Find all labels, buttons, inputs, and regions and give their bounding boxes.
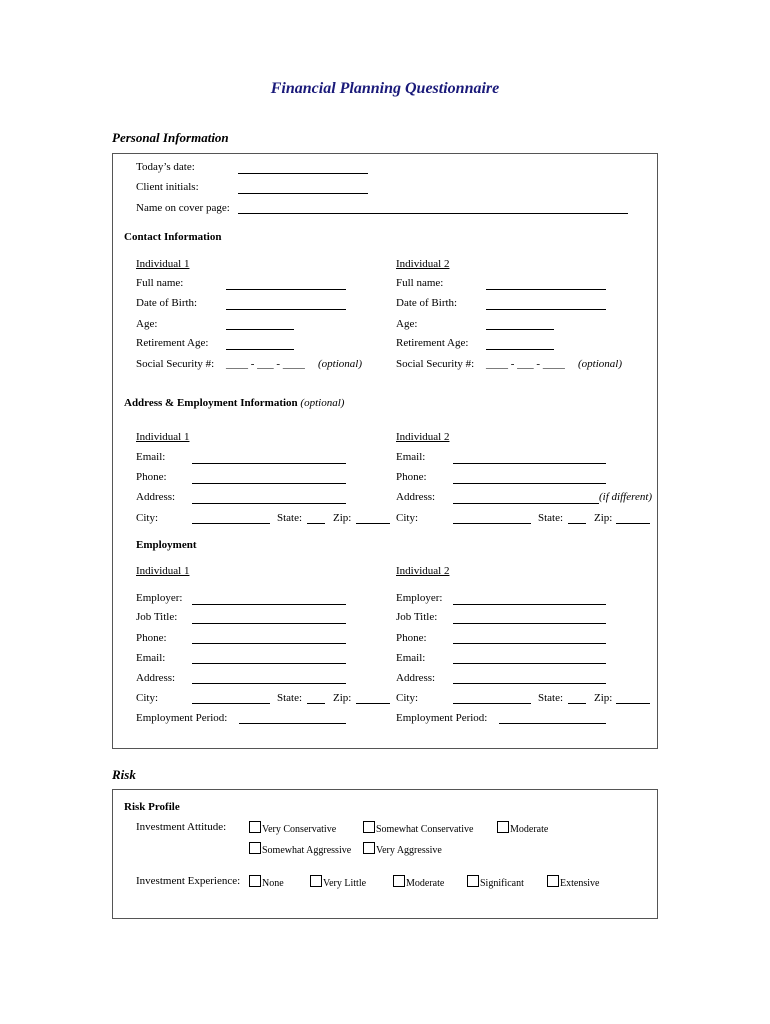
investment-attitude-label: Investment Attitude: — [136, 821, 227, 833]
job-title-field-2[interactable] — [453, 623, 606, 624]
contact-individual-1: Individual 1 — [136, 258, 190, 270]
employment-heading: Employment — [136, 539, 197, 551]
address-individual-1: Individual 1 — [136, 431, 190, 443]
address-heading-optional: (optional) — [300, 397, 345, 409]
emp-state-field-2[interactable] — [568, 703, 586, 704]
emp-email-field-2[interactable] — [453, 663, 606, 664]
emp-city-field-1[interactable] — [192, 703, 270, 704]
if-different-note: (if different) — [599, 491, 653, 503]
address-individual-2: Individual 2 — [396, 431, 450, 443]
contact-individual-2: Individual 2 — [396, 258, 450, 270]
checkbox-icon[interactable] — [310, 875, 322, 887]
emp-state-label-2: State: — [538, 692, 564, 704]
emp-state-field-1[interactable] — [307, 703, 325, 704]
attitude-option-very-aggressive[interactable] — [363, 842, 442, 856]
todays-date-field[interactable] — [238, 173, 368, 174]
emp-email-field-1[interactable] — [192, 663, 346, 664]
emp-address-field-2[interactable] — [453, 683, 606, 684]
experience-option-significant[interactable] — [467, 875, 524, 889]
emp-city-label-1: City: — [136, 692, 159, 704]
personal-info-heading: Personal Information — [112, 130, 229, 145]
dob-field-2[interactable] — [486, 309, 606, 310]
emp-phone-field-1[interactable] — [192, 643, 346, 644]
checkbox-icon[interactable] — [467, 875, 479, 887]
state-label-2: State: — [538, 512, 564, 524]
attitude-option-moderate[interactable] — [497, 821, 548, 835]
checkbox-icon[interactable] — [363, 821, 375, 833]
emp-phone-label-1: Phone: — [136, 632, 167, 644]
full-name-field-1[interactable] — [226, 289, 346, 290]
contact-heading: Contact Information — [124, 231, 222, 243]
dob-field-1[interactable] — [226, 309, 346, 310]
email-field-1[interactable] — [192, 463, 346, 464]
risk-heading: Risk — [112, 767, 136, 782]
state-field-2[interactable] — [568, 523, 586, 524]
emp-address-label-2: Address: — [396, 672, 436, 684]
full-name-label-1: Full name: — [136, 277, 184, 289]
employment-individual-1: Individual 1 — [136, 565, 190, 577]
zip-label-2: Zip: — [594, 512, 613, 524]
option-label: Very Little — [323, 878, 367, 889]
checkbox-icon[interactable] — [249, 821, 261, 833]
zip-field-2[interactable] — [616, 523, 650, 524]
option-label: Moderate — [406, 878, 445, 889]
checkbox-icon[interactable] — [249, 875, 261, 887]
emp-state-label-1: State: — [277, 692, 303, 704]
age-field-1[interactable] — [226, 329, 294, 330]
ssn-label-2: Social Security #: — [396, 358, 475, 370]
page-title: Financial Planning Questionnaire — [270, 80, 500, 97]
employment-period-label-2: Employment Period: — [396, 712, 488, 724]
experience-option-very-little[interactable] — [310, 875, 366, 889]
name-cover-field[interactable] — [238, 213, 628, 214]
ssn-field-1[interactable]: ____ - ___ - ____ — [226, 358, 305, 370]
emp-email-label-1: Email: — [136, 652, 166, 664]
ssn-field-2[interactable]: ____ - ___ - ____ — [486, 358, 565, 370]
attitude-option-somewhat-conservative[interactable] — [363, 821, 473, 835]
retirement-age-label-1: Retirement Age: — [136, 337, 209, 349]
employer-label-2: Employer: — [396, 592, 443, 604]
option-label: Significant — [480, 878, 524, 889]
address-label-1: Address: — [136, 491, 176, 503]
client-initials-label: Client initials: — [136, 181, 199, 193]
name-cover-label: Name on cover page: — [136, 202, 230, 214]
emp-zip-label-2: Zip: — [594, 692, 613, 704]
employment-period-field-1[interactable] — [239, 723, 346, 724]
client-initials-field[interactable] — [238, 193, 368, 194]
retirement-age-field-2[interactable] — [486, 349, 554, 350]
option-label: Moderate — [510, 824, 549, 835]
emp-zip-label-1: Zip: — [333, 692, 352, 704]
option-label: Somewhat Aggressive — [262, 845, 352, 856]
employment-individual-2: Individual 2 — [396, 565, 450, 577]
retirement-age-label-2: Retirement Age: — [396, 337, 469, 349]
zip-field-1[interactable] — [356, 523, 390, 524]
state-label-1: State: — [277, 512, 303, 524]
zip-label-1: Zip: — [333, 512, 352, 524]
risk-profile-heading: Risk Profile — [124, 801, 180, 813]
emp-city-label-2: City: — [396, 692, 419, 704]
retirement-age-field-1[interactable] — [226, 349, 294, 350]
email-label-1: Email: — [136, 451, 166, 463]
city-label-2: City: — [396, 512, 419, 524]
experience-option-none[interactable] — [249, 875, 284, 889]
employment-period-field-2[interactable] — [499, 723, 606, 724]
option-label: Somewhat Conservative — [376, 824, 474, 835]
checkbox-icon[interactable] — [547, 875, 559, 887]
city-field-2[interactable] — [453, 523, 531, 524]
city-label-1: City: — [136, 512, 159, 524]
checkbox-icon[interactable] — [249, 842, 261, 854]
phone-field-1[interactable] — [192, 483, 346, 484]
checkbox-icon[interactable] — [363, 842, 375, 854]
email-field-2[interactable] — [453, 463, 606, 464]
option-label: Very Aggressive — [376, 845, 442, 856]
ssn-optional-2: (optional) — [578, 358, 622, 370]
ssn-optional-1: (optional) — [318, 358, 362, 370]
email-label-2: Email: — [396, 451, 426, 463]
age-label-1: Age: — [136, 318, 158, 330]
employer-field-2[interactable] — [453, 604, 606, 605]
job-title-label-2: Job Title: — [396, 611, 438, 623]
emp-city-field-2[interactable] — [453, 703, 531, 704]
option-label: Extensive — [560, 878, 600, 889]
checkbox-icon[interactable] — [497, 821, 509, 833]
full-name-field-2[interactable] — [486, 289, 606, 290]
checkbox-icon[interactable] — [393, 875, 405, 887]
address-label-2: Address: — [396, 491, 436, 503]
emp-zip-field-1[interactable] — [356, 703, 390, 704]
age-label-2: Age: — [396, 318, 418, 330]
address-field-1[interactable] — [192, 503, 346, 504]
option-label: None — [262, 878, 284, 889]
emp-email-label-2: Email: — [396, 652, 426, 664]
phone-label-2: Phone: — [396, 471, 427, 483]
address-field-2[interactable] — [453, 503, 599, 504]
emp-address-field-1[interactable] — [192, 683, 346, 684]
address-heading-text: Address & Employment Information — [124, 397, 298, 409]
employer-field-1[interactable] — [192, 604, 346, 605]
experience-option-extensive[interactable] — [547, 875, 599, 889]
state-field-1[interactable] — [307, 523, 325, 524]
phone-field-2[interactable] — [453, 483, 606, 484]
dob-label-1: Date of Birth: — [136, 297, 198, 309]
employment-period-label-1: Employment Period: — [136, 712, 228, 724]
todays-date-label: Today’s date: — [136, 161, 195, 173]
ssn-label-1: Social Security #: — [136, 358, 215, 370]
option-label: Very Conservative — [262, 824, 337, 835]
address-heading — [124, 397, 344, 409]
phone-label-1: Phone: — [136, 471, 167, 483]
dob-label-2: Date of Birth: — [396, 297, 458, 309]
attitude-option-very-conservative[interactable] — [249, 821, 336, 835]
full-name-label-2: Full name: — [396, 277, 444, 289]
emp-phone-field-2[interactable] — [453, 643, 606, 644]
investment-experience-label: Investment Experience: — [136, 875, 241, 887]
age-field-2[interactable] — [486, 329, 554, 330]
emp-address-label-1: Address: — [136, 672, 176, 684]
emp-phone-label-2: Phone: — [396, 632, 427, 644]
city-field-1[interactable] — [192, 523, 270, 524]
emp-zip-field-2[interactable] — [616, 703, 650, 704]
experience-option-moderate[interactable] — [393, 875, 444, 889]
job-title-field-1[interactable] — [192, 623, 346, 624]
attitude-option-somewhat-aggressive[interactable] — [249, 842, 351, 856]
job-title-label-1: Job Title: — [136, 611, 178, 623]
employer-label-1: Employer: — [136, 592, 183, 604]
